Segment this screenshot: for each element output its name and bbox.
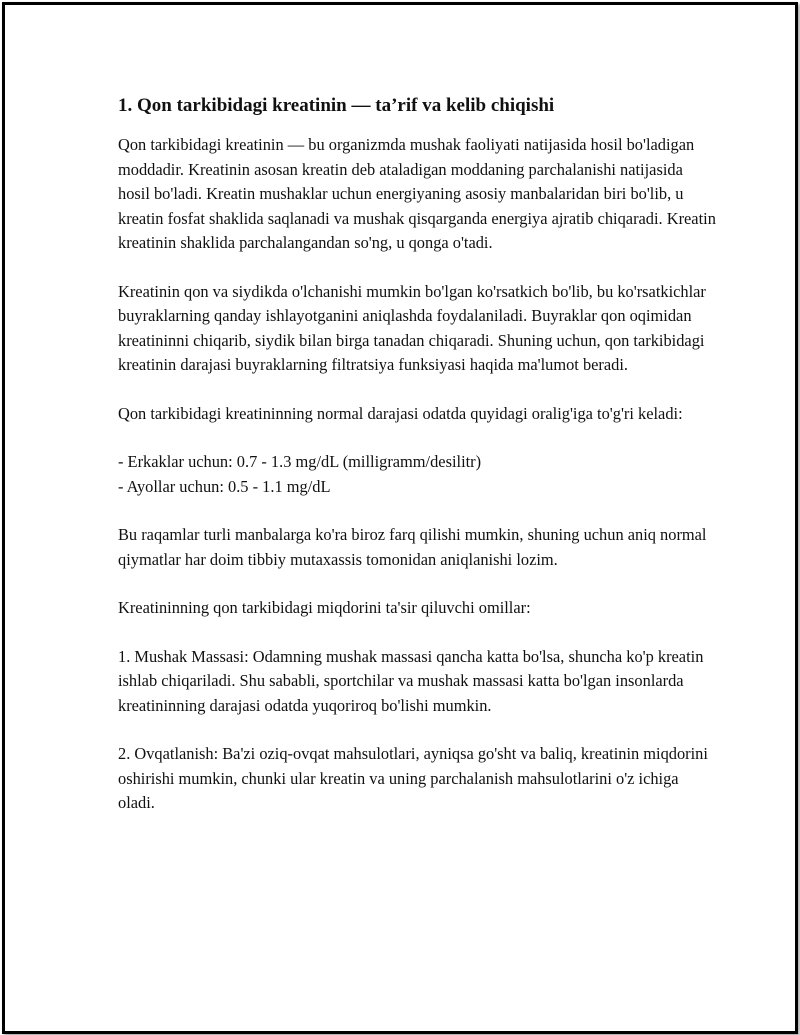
section-heading: 1. Qon tarkibidagi kreatinin — ta’rif va kelib chiqishi: [118, 95, 555, 116]
range-women: - Ayollar uchun: 0.5 - 1.1 mg/dL: [118, 476, 331, 496]
factor-nutrition: 2. Ovqatlanish: Ba'zi oziq-ovqat mahsulotlari, ayniqsa go'sht va baliq, kreatinin miqdorini oshirishi mumkin, chunki ular kreatin va uning parchalanish mahsulotlarini o'z ichiga oladi.: [118, 744, 708, 812]
normal-ranges-list: [118, 450, 718, 499]
paragraph-kidney-function: Kreatinin qon va siydikda o'lchanishi mumkin bo'lgan ko'rsatkich bo'lib, bu ko'rsatkichlar buyraklarning qanday ishlayotganini aniqlashda foydalaniladi. Buyraklar qon oqimidan kreatininni chiqarib, siydik bilan birga tanadan chiqaradi. Shuning uchun, qon tarkibidagi kreatinin darajasi buyraklarning filtratsiya funksiyasi haqida ma'lumot beradi.: [118, 281, 706, 374]
range-men: - Erkaklar uchun: 0.7 - 1.3 mg/dL (milligramm/desilitr): [118, 452, 482, 471]
factor-muscle-mass: 1. Mushak Massasi: Odamning mushak massasi qancha katta bo'lsa, shuncha ko'p kreatin ishlab chiqariladi. Shu sababli, sportchilar va mushak massasi katta bo'lgan insonlarda kreatininning darajasi odatda yuqoriroq bo'lishi mumkin.: [118, 646, 704, 715]
paragraph-variation-note: Bu raqamlar turli manbalarga ko'ra biroz farq qilishi mumkin, shuning uchun aniq normal qiymatlar har doim tibbiy mutaxassis tomonidan aniqlanishi lozim.: [118, 525, 707, 569]
paragraph-factors-intro: Kreatininning qon tarkibidagi miqdorini ta'sir qiluvchi omillar:: [118, 598, 531, 617]
paragraph-definition: Qon tarkibidagi kreatinin — bu organizmda mushak faoliyati natijasida hosil bo'ladigan moddadir. Kreatinin asosan kreatin deb ataladigan moddaning parchalanishi natijasida hosil bo'ladi. Kreatin mushaklar uchun energiyaning asosiy manbalaridan biri bo'lib, u kreatin fosfat shaklida saqlanadi va mushak qisqarganda energiya ajratib chiqaradi. Kreatin kreatinin shaklida parchalangandan so'ng, u qonga o'tadi.: [118, 135, 716, 252]
paragraph-normal-level-intro: Qon tarkibidagi kreatininning normal darajasi odatda quyidagi oralig'iga to'g'ri keladi:: [118, 403, 683, 423]
document-body: [118, 93, 718, 840]
